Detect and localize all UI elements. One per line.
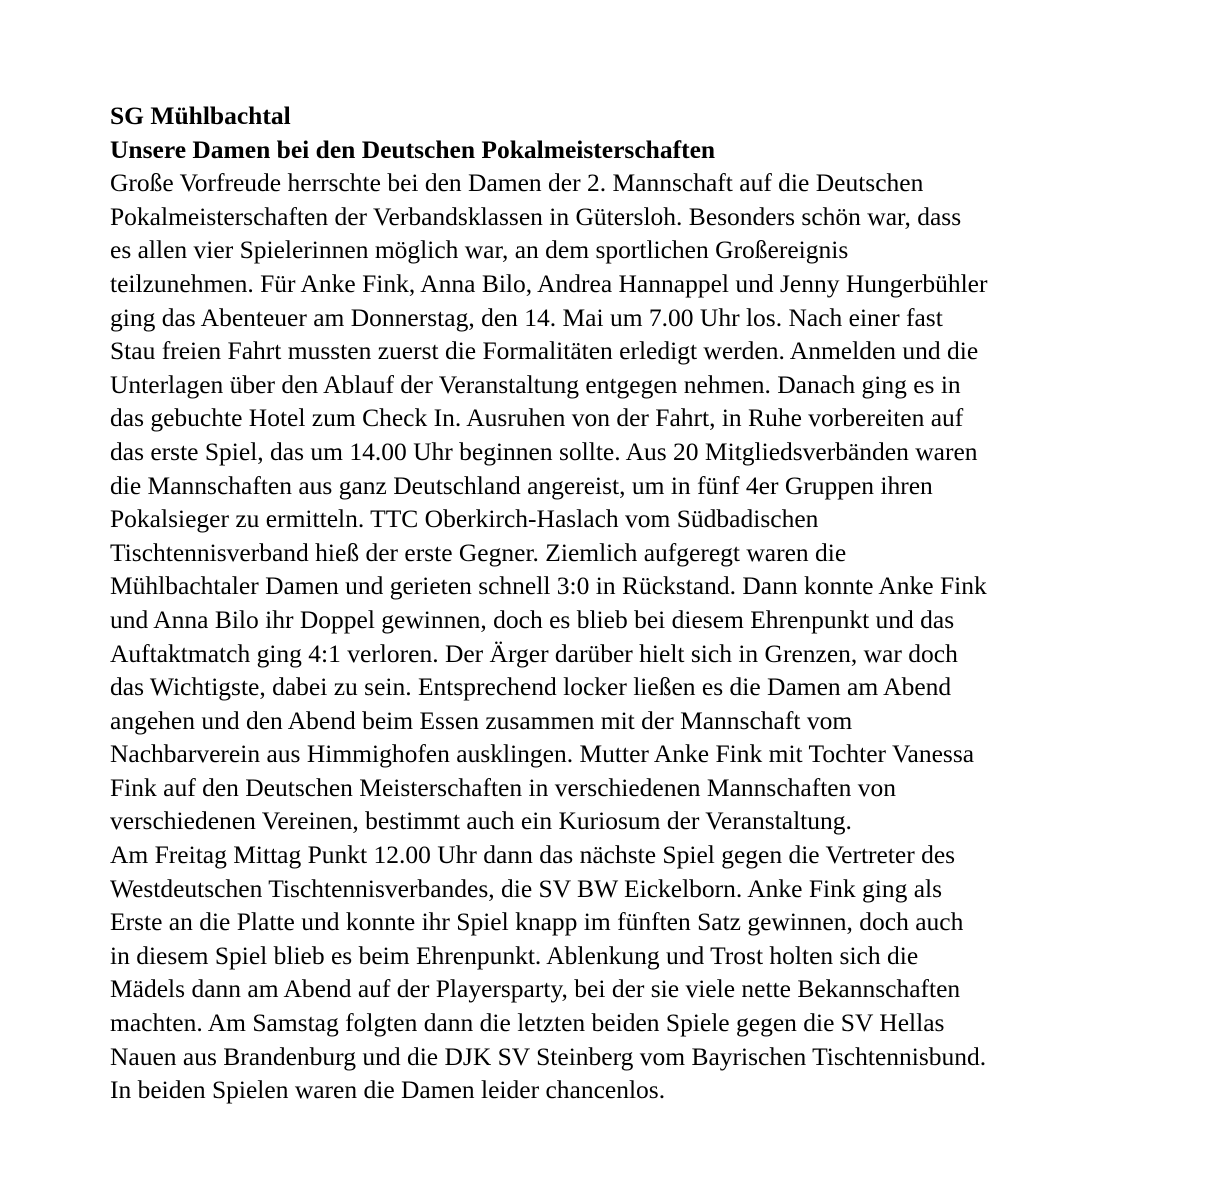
text-line: Auftaktmatch ging 4:1 verloren. Der Ärger darüber hielt sich in Grenzen, war doch [110,638,958,668]
text-line: das gebuchte Hotel zum Check In. Ausruhen von der Fahrt, in Ruhe vorbereiten auf [110,403,964,433]
text-line: Mühlbachtaler Damen und gerieten schnell 3:0 in Rückstand. Dann konnte Anke Fink [110,571,987,601]
article [110,99,1120,1107]
text-line: das Wichtigste, dabei zu sein. Entsprechend locker ließen es die Damen am Abend [110,672,952,702]
text-line: verschiedenen Vereinen, bestimmt auch ein Kuriosum der Veranstaltung. [110,806,852,836]
text-line: Am Freitag Mittag Punkt 12.00 Uhr dann das nächste Spiel gegen die Vertreter des [110,840,956,870]
text-line: Tischtennisverband hieß der erste Gegner. Ziemlich aufgeregt waren die [110,537,847,567]
text-line: Große Vorfreude herrschte bei den Damen der 2. Mannschaft auf die Deutschen [110,168,924,198]
paragraph-1 [110,166,1120,838]
paragraph-2 [110,838,1120,1107]
text-line: In beiden Spielen waren die Damen leider chancenlos. [110,1075,666,1105]
text-line: in diesem Spiel blieb es beim Ehrenpunkt. Ablenkung und Trost holten sich die [110,940,919,970]
text-line: Fink auf den Deutschen Meisterschaften in verschiedenen Mannschaften von [110,772,896,802]
text-line: es allen vier Spielerinnen möglich war, an dem sportlichen Großereignis [110,235,849,265]
text-line: Unterlagen über den Ablauf der Veranstaltung entgegen nehmen. Danach ging es in [110,369,961,399]
text-line: das erste Spiel, das um 14.00 Uhr beginnen sollte. Aus 20 Mitgliedsverbänden waren [110,436,978,466]
text-line: Pokalmeisterschaften der Verbandsklassen in Gütersloh. Besonders schön war, dass [110,201,962,231]
text-line: Westdeutschen Tischtennisverbandes, die SV BW Eickelborn. Anke Fink ging als [110,873,943,903]
club-name: SG Mühlbachtal [110,101,291,130]
text-line: Stau freien Fahrt mussten zuerst die Formalitäten erledigt werden. Anmelden und die [110,336,979,366]
text-line: ging das Abenteuer am Donnerstag, den 14. Mai um 7.00 Uhr los. Nach einer fast [110,302,943,332]
text-line: teilzunehmen. Für Anke Fink, Anna Bilo, Andrea Hannappel und Jenny Hungerbühler [110,268,988,298]
text-line: Nauen aus Brandenburg und die DJK SV Steinberg vom Bayrischen Tischtennisbund. [110,1041,987,1071]
text-line: angehen und den Abend beim Essen zusammen mit der Mannschaft vom [110,705,853,735]
text-line: Mädels dann am Abend auf der Playersparty, bei der sie viele nette Bekannschaften [110,974,961,1004]
text-line: Pokalsieger zu ermitteln. TTC Oberkirch-Haslach vom Südbadischen [110,504,819,534]
text-line: und Anna Bilo ihr Doppel gewinnen, doch es blieb bei diesem Ehrenpunkt und das [110,604,955,634]
article-headline: Unsere Damen bei den Deutschen Pokalmeisterschaften [110,134,716,164]
text-line: die Mannschaften aus ganz Deutschland angereist, um in fünf 4er Gruppen ihren [110,470,933,500]
text-line: machten. Am Samstag folgten dann die letzten beiden Spiele gegen die SV Hellas [110,1008,945,1038]
text-line: Erste an die Platte und konnte ihr Spiel knapp im fünften Satz gewinnen, doch auch [110,907,964,937]
text-line: Nachbarverein aus Himmighofen ausklingen. Mutter Anke Fink mit Tochter Vanessa [110,739,975,769]
